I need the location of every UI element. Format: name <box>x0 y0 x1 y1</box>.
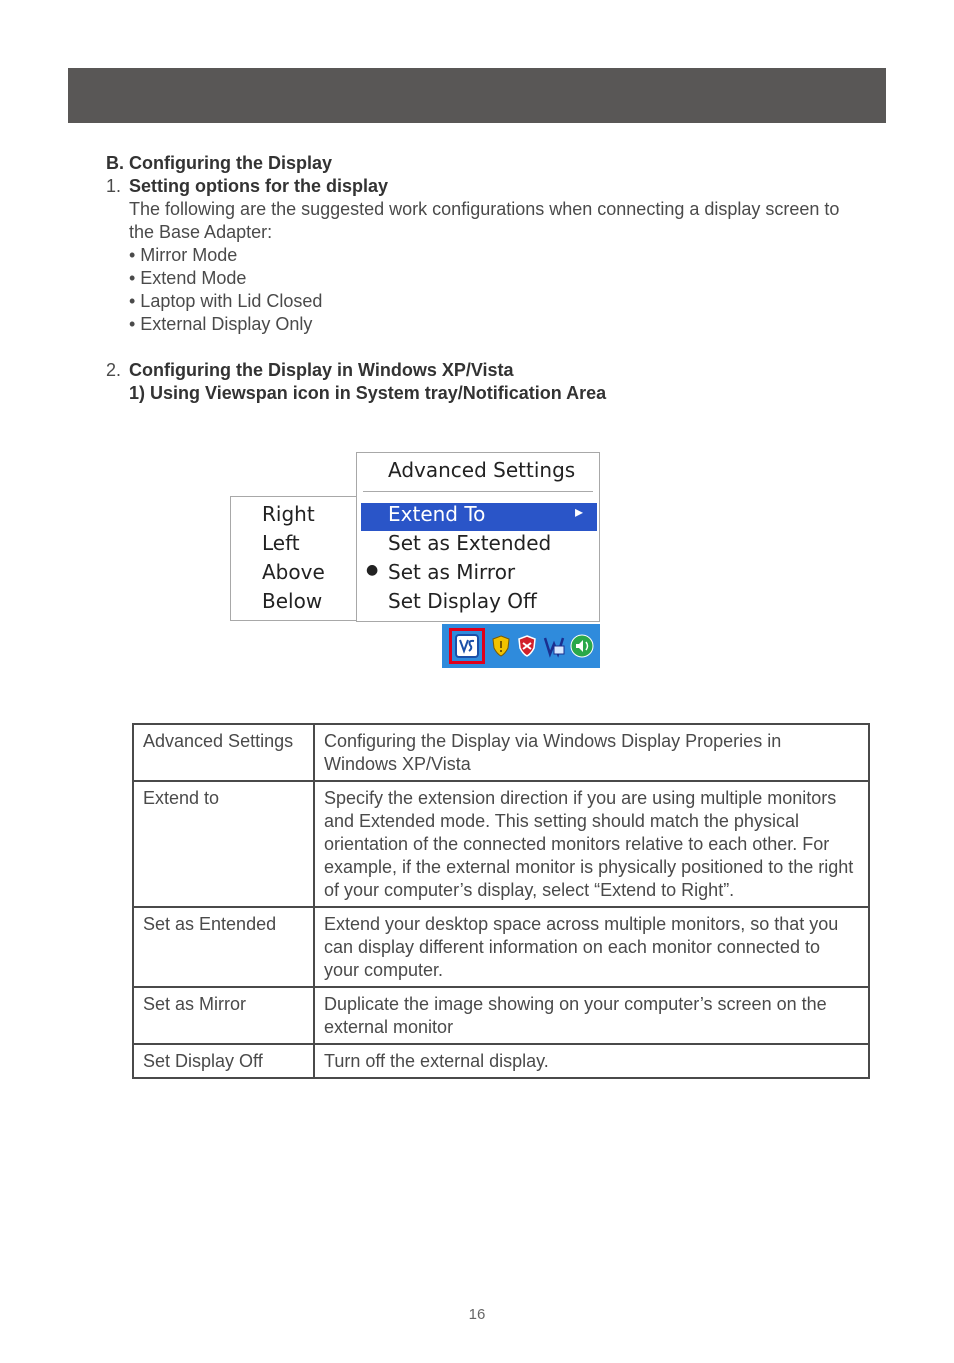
extend-submenu <box>230 496 358 621</box>
bullet-laptop-lid-closed: • Laptop with Lid Closed <box>129 291 323 311</box>
menu-item-set-as-mirror[interactable]: Set as Mirror <box>388 560 516 584</box>
header-bar <box>68 68 886 123</box>
menu-item-set-display-off[interactable]: Set Display Off <box>388 589 537 613</box>
section-title: B. Configuring the Display <box>106 153 333 173</box>
submenu-arrow-icon: ▸ <box>575 502 584 521</box>
submenu-item-right[interactable]: Right <box>262 502 315 526</box>
table-row <box>133 781 869 907</box>
menu-separator <box>363 491 593 493</box>
page-number: 16 <box>468 1306 486 1323</box>
table-row <box>133 724 869 781</box>
bullet-extend-mode: • Extend Mode <box>129 268 247 288</box>
menu-item-advanced-settings[interactable]: Advanced Settings <box>388 458 576 482</box>
step1-intro-line1: The following are the suggested work configurations when connecting a display screen to <box>129 199 840 219</box>
step1-intro-line2: the Base Adapter: <box>129 222 273 242</box>
table-desc: Duplicate the image showing on your computer’s screen on the external monitor <box>314 987 869 1044</box>
step2-heading: Configuring the Display in Windows XP/Vista <box>129 360 514 380</box>
security-shield-icon[interactable] <box>489 634 513 658</box>
step1-number: 1. <box>106 176 122 196</box>
table-desc: Turn off the external display. <box>314 1044 869 1078</box>
step2-subheading: 1) Using Viewspan icon in System tray/Notification Area <box>129 383 607 403</box>
selected-bullet-icon: ● <box>366 562 379 578</box>
table-term: Extend to <box>133 781 314 907</box>
viewspan-icon[interactable] <box>455 634 479 658</box>
table-term: Set as Mirror <box>133 987 314 1044</box>
table-desc: Extend your desktop space across multiple monitors, so that you can display different information on each monitor connected to your computer. <box>314 907 869 987</box>
table-desc: Configuring the Display via Windows Display Properies in Windows XP/Vista <box>314 724 869 781</box>
antivirus-shield-icon[interactable] <box>515 634 539 658</box>
bullet-external-display-only: • External Display Only <box>129 314 313 334</box>
system-tray <box>442 624 600 668</box>
step2-number: 2. <box>106 360 122 380</box>
menu-item-set-as-extended[interactable]: Set as Extended <box>388 531 552 555</box>
submenu-item-below[interactable]: Below <box>262 589 323 613</box>
speaker-icon[interactable] <box>570 634 594 658</box>
settings-table <box>132 723 870 1079</box>
submenu-item-above[interactable]: Above <box>262 560 325 584</box>
submenu-item-left[interactable]: Left <box>262 531 300 555</box>
table-row <box>133 907 869 987</box>
table-desc: Specify the extension direction if you are using multiple monitors and Extended mode. This setting should match the physical orientation of the connected monitors relative to each other. For example, if the external monitor is physically positioned to the right of your computer’s display, select “Extend to Right”. <box>314 781 869 907</box>
menu-item-extend-to[interactable]: Extend To <box>388 502 486 526</box>
table-term: Set Display Off <box>133 1044 314 1078</box>
bullet-mirror-mode: • Mirror Mode <box>129 245 238 265</box>
step1-heading: Setting options for the display <box>129 176 389 196</box>
context-menu <box>356 452 600 622</box>
table-term: Set as Entended <box>133 907 314 987</box>
network-icon[interactable] <box>542 634 566 658</box>
table-row <box>133 1044 869 1078</box>
table-term: Advanced Settings <box>133 724 314 781</box>
table-row <box>133 987 869 1044</box>
